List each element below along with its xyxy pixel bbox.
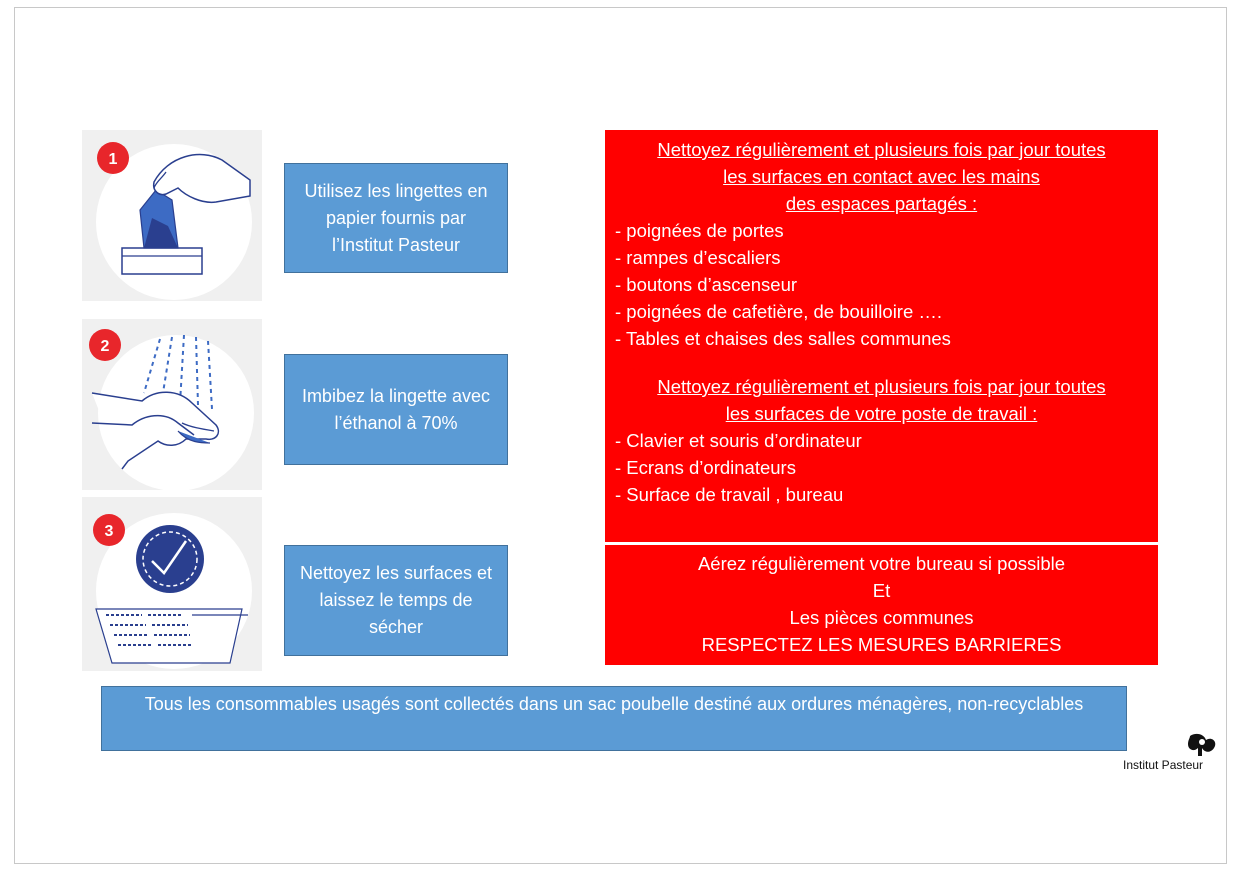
ventilation-line-3: Les pièces communes <box>789 607 974 628</box>
step-3-illustration <box>82 497 262 671</box>
list-item: - Tables et chaises des salles communes <box>615 328 951 349</box>
step-1-text: Utilisez les lingettes en papier fournis par l’Institut Pasteur <box>304 180 488 255</box>
list-item: - rampes d’escaliers <box>615 247 781 268</box>
disposal-note-text: Tous les consommables usagés sont collectés dans un sac poubelle destiné aux ordures ménagères, non-recyclables <box>144 694 1084 714</box>
disposal-note <box>101 686 1127 751</box>
shared-spaces-panel <box>605 130 1158 370</box>
ventilation-line-2: Et <box>872 580 891 601</box>
ventilation-line-1: Aérez régulièrement votre bureau si possible <box>697 553 1066 574</box>
ventilation-line-4: RESPECTEZ LES MESURES BARRIERES <box>701 634 1062 655</box>
step-2-illustration <box>82 319 262 490</box>
step-3-text: Nettoyez les surfaces et laissez le temps de sécher <box>299 563 493 637</box>
step-3-box <box>284 545 508 656</box>
workstation-panel <box>605 370 1158 542</box>
institut-pasteur-logo-text: Institut Pasteur <box>1123 758 1204 772</box>
list-item: - boutons d’ascenseur <box>615 274 798 295</box>
list-item: - poignées de cafetière, de bouilloire …. <box>615 301 943 322</box>
list-item: - Clavier et souris d’ordinateur <box>615 430 862 451</box>
workstation-heading-1: Nettoyez régulièrement et plusieurs fois par jour toutes <box>657 376 1106 397</box>
step-2-box <box>284 354 508 465</box>
step-1-illustration <box>82 130 262 301</box>
step-3-badge: 3 <box>104 523 114 540</box>
shared-spaces-heading-2: les surfaces en contact avec les mains <box>723 166 1040 187</box>
step-2-badge: 2 <box>100 338 110 355</box>
list-item: - poignées de portes <box>615 220 784 241</box>
ventilation-panel <box>605 545 1158 665</box>
shared-spaces-heading-3: des espaces partagés : <box>785 193 978 214</box>
step-1-box <box>284 163 508 273</box>
workstation-heading-2: les surfaces de votre poste de travail : <box>725 403 1038 424</box>
step-2-text: Imbibez la lingette avec l’éthanol à 70% <box>301 385 491 433</box>
shared-spaces-heading-1: Nettoyez régulièrement et plusieurs fois par jour toutes <box>657 139 1106 160</box>
list-item: - Ecrans d’ordinateurs <box>615 457 796 478</box>
step-1-badge: 1 <box>108 151 118 168</box>
list-item: - Surface de travail , bureau <box>615 484 844 505</box>
